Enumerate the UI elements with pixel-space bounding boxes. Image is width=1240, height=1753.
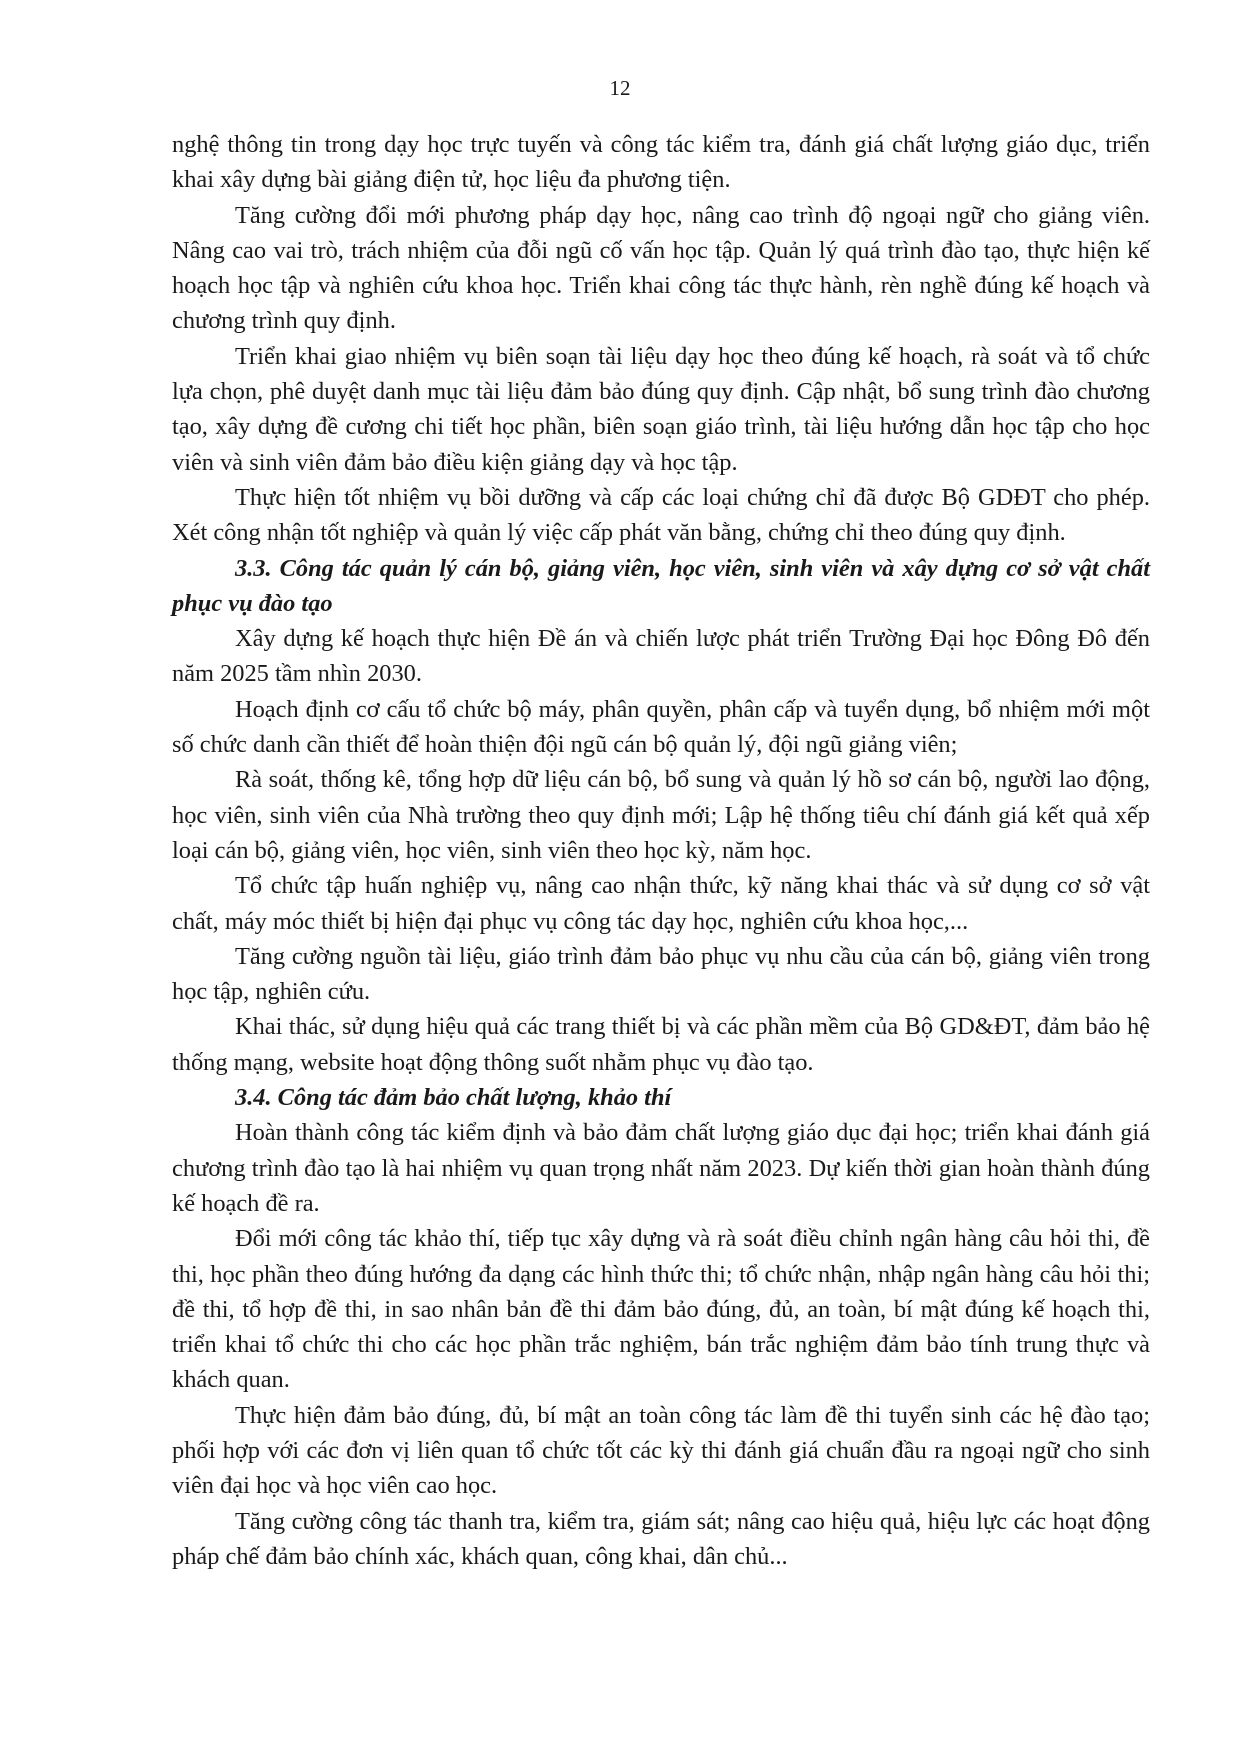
paragraph: Thực hiện tốt nhiệm vụ bồi dưỡng và cấp các loại chứng chỉ đã được Bộ GDĐT cho phép. Xét công nhận tốt nghiệp và quản lý việc cấp phát văn bằng, chứng chỉ theo đúng quy định. (172, 483, 1150, 547)
paragraph: Tăng cường nguồn tài liệu, giáo trình đảm bảo phục vụ nhu cầu của cán bộ, giảng viên trong học tập, nghiên cứu. (172, 942, 1150, 1006)
paragraph: Tăng cường công tác thanh tra, kiểm tra, giám sát; nâng cao hiệu quả, hiệu lực các hoạt động pháp chế đảm bảo chính xác, khách quan, công khai, dân chủ... (172, 1507, 1150, 1570)
page-number: 12 (609, 76, 631, 100)
paragraph: Hoàn thành công tác kiểm định và bảo đảm chất lượng giáo dục đại học; triển khai đánh giá chương trình đào tạo là hai nhiệm vụ quan trọng nhất năm 2023. Dự kiến thời gian hoàn thành đúng kế hoạch đề ra. (172, 1119, 1150, 1217)
paragraph: Xây dựng kế hoạch thực hiện Đề án và chiến lược phát triển Trường Đại học Đông Đô đến năm 2025 tầm nhìn 2030. (172, 625, 1150, 688)
paragraph: Thực hiện đảm bảo đúng, đủ, bí mật an toàn công tác làm đề thi tuyển sinh các hệ đào tạo; phối hợp với các đơn vị liên quan tổ chức tốt các kỳ thi đánh giá chuẩn đầu ra ngoại ngữ cho sinh viên đại học và học viên cao học. (172, 1401, 1150, 1500)
paragraph-continuation: nghệ thông tin trong dạy học trực tuyến và công tác kiểm tra, đánh giá chất lượng giáo dục, triển khai xây dựng bài giảng điện tử, học liệu đa phương tiện. (172, 131, 1150, 194)
section-heading-3-3: 3.3. Công tác quản lý cán bộ, giảng viên, học viên, sinh viên và xây dựng cơ sở vật chất phục vụ đào tạo (172, 554, 1150, 617)
paragraph: Khai thác, sử dụng hiệu quả các trang thiết bị và các phần mềm của Bộ GD&ĐT, đảm bảo hệ thống mạng, website hoạt động thông suốt nhằm phục vụ đào tạo. (172, 1013, 1150, 1076)
paragraph: Tổ chức tập huấn nghiệp vụ, nâng cao nhận thức, kỹ năng khai thác và sử dụng cơ sở vật chất, máy móc thiết bị hiện đại phục vụ công tác dạy học, nghiên cứu khoa học,... (172, 872, 1150, 935)
paragraph: Tăng cường đổi mới phương pháp dạy học, nâng cao trình độ ngoại ngữ cho giảng viên. Nâng cao vai trò, trách nhiệm của đỗi ngũ cố vấn học tập. Quản lý quá trình đào tạo, thực hiện kế hoạch học tập và nghiên cứu khoa học. Triển khai công tác thực hành, rèn nghề đúng kế hoạch và chương trình quy định. (172, 201, 1150, 335)
paragraph: Rà soát, thống kê, tổng hợp dữ liệu cán bộ, bổ sung và quản lý hồ sơ cán bộ, người lao động, học viên, sinh viên của Nhà trường theo quy định mới; Lập hệ thống tiêu chí đánh giá kết quả xếp loại cán bộ, giảng viên, học viên, sinh viên theo học kỳ, năm học. (172, 766, 1150, 864)
document-body (172, 127, 1150, 1574)
section-heading-3-4: 3.4. Công tác đảm bảo chất lượng, khảo thí (235, 1084, 672, 1112)
paragraph: Đổi mới công tác khảo thí, tiếp tục xây dựng và rà soát điều chỉnh ngân hàng câu hỏi thi, đề thi, học phần theo đúng hướng đa dạng các hình thức thi; tổ chức nhận, nhập ngân hàng câu hỏi thi; đề thi, tổ hợp đề thi, in sao nhân bản đề thi đảm bảo đúng, đủ, an toàn, bí mật đúng kế hoạch thi, triển khai tổ chức thi cho các học phần trắc nghiệm, bán trắc nghiệm đảm bảo tính trung thực và khách quan. (172, 1225, 1150, 1394)
paragraph: Triển khai giao nhiệm vụ biên soạn tài liệu dạy học theo đúng kế hoạch, rà soát và tổ chức lựa chọn, phê duyệt danh mục tài liệu đảm bảo đúng quy định. Cập nhật, bổ sung trình đào chương tạo, xây dựng đề cương chi tiết học phần, biên soạn giáo trình, tài liệu hướng dẫn học tập cho học viên và sinh viên đảm bảo điều kiện giảng dạy và học tập. (172, 342, 1150, 476)
paragraph: Hoạch định cơ cấu tổ chức bộ máy, phân quyền, phân cấp và tuyển dụng, bổ nhiệm mới một số chức danh cần thiết để hoàn thiện đội ngũ cán bộ quản lý, đội ngũ giảng viên; (172, 695, 1150, 759)
